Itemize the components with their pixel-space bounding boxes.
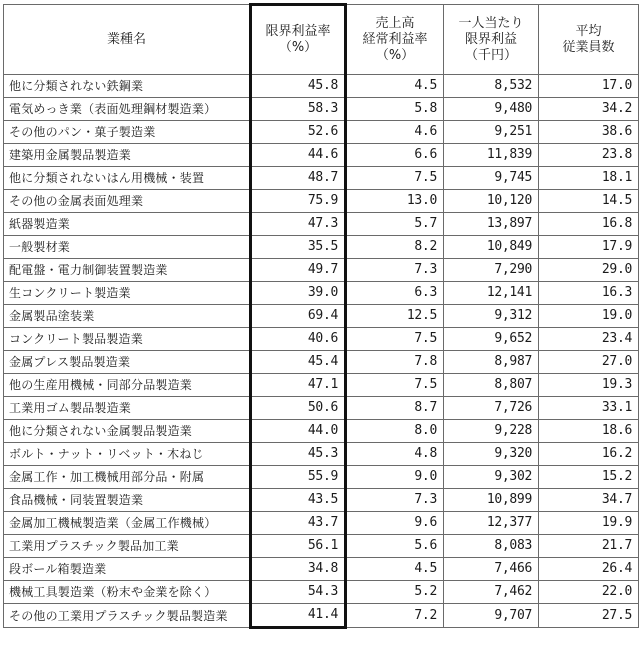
industry-name-cell: 配電盤・電力制御装置製造業 — [4, 259, 251, 282]
ordinary-profit-rate-cell: 7.2 — [346, 604, 444, 628]
ordinary-profit-rate-cell: 7.5 — [346, 374, 444, 397]
marginal-profit-per-person-cell: 7,466 — [444, 558, 539, 581]
marginal-profit-rate-cell: 54.3 — [251, 581, 346, 604]
marginal-profit-per-person-cell: 9,320 — [444, 443, 539, 466]
marginal-profit-per-person-cell: 8,987 — [444, 351, 539, 374]
marginal-profit-per-person-cell: 12,377 — [444, 512, 539, 535]
average-employees-cell: 17.0 — [539, 75, 639, 98]
marginal-profit-per-person-cell: 9,745 — [444, 167, 539, 190]
table-row — [4, 397, 639, 420]
table-row — [4, 167, 639, 190]
average-employees-cell: 34.2 — [539, 98, 639, 121]
ordinary-profit-rate-cell: 5.7 — [346, 213, 444, 236]
ordinary-profit-rate-cell: 4.5 — [346, 75, 444, 98]
average-employees-cell: 21.7 — [539, 535, 639, 558]
marginal-profit-rate-cell: 48.7 — [251, 167, 346, 190]
header-text-line: （%） — [278, 40, 318, 55]
industry-name-cell: 他に分類されない鉄鋼業 — [4, 75, 251, 98]
header-average-employees — [539, 5, 639, 75]
industry-name-cell: 一般製材業 — [4, 236, 251, 259]
industry-name-cell: 食品機械・同装置製造業 — [4, 489, 251, 512]
marginal-profit-rate-cell: 69.4 — [251, 305, 346, 328]
marginal-profit-rate-cell: 56.1 — [251, 535, 346, 558]
table-row — [4, 420, 639, 443]
table-body — [4, 75, 639, 628]
marginal-profit-per-person-cell: 7,462 — [444, 581, 539, 604]
marginal-profit-rate-cell: 49.7 — [251, 259, 346, 282]
header-ordinary-profit-rate — [346, 5, 444, 75]
table-row — [4, 489, 639, 512]
average-employees-cell: 27.0 — [539, 351, 639, 374]
header-marginal-profit-per-person — [444, 5, 539, 75]
table-row — [4, 466, 639, 489]
industry-name-cell: 機械工具製造業（粉末や金業を除く） — [4, 581, 251, 604]
table-row — [4, 190, 639, 213]
average-employees-cell: 22.0 — [539, 581, 639, 604]
average-employees-cell: 26.4 — [539, 558, 639, 581]
average-employees-cell: 18.6 — [539, 420, 639, 443]
marginal-profit-rate-cell: 35.5 — [251, 236, 346, 259]
marginal-profit-per-person-cell: 9,480 — [444, 98, 539, 121]
marginal-profit-per-person-cell: 7,726 — [444, 397, 539, 420]
table-row — [4, 351, 639, 374]
table-row — [4, 328, 639, 351]
table-row — [4, 213, 639, 236]
marginal-profit-per-person-cell: 7,290 — [444, 259, 539, 282]
header-row — [4, 5, 639, 75]
marginal-profit-rate-cell: 40.6 — [251, 328, 346, 351]
industry-name-cell: 生コンクリート製造業 — [4, 282, 251, 305]
industry-name-cell: 段ボール箱製造業 — [4, 558, 251, 581]
ordinary-profit-rate-cell: 8.2 — [346, 236, 444, 259]
table-row — [4, 558, 639, 581]
ordinary-profit-rate-cell: 6.6 — [346, 144, 444, 167]
marginal-profit-per-person-cell: 10,899 — [444, 489, 539, 512]
ordinary-profit-rate-cell: 9.0 — [346, 466, 444, 489]
average-employees-cell: 14.5 — [539, 190, 639, 213]
table-row — [4, 374, 639, 397]
ordinary-profit-rate-cell: 12.5 — [346, 305, 444, 328]
average-employees-cell: 38.6 — [539, 121, 639, 144]
industry-name-cell: その他の工業用プラスチック製品製造業 — [4, 604, 251, 628]
marginal-profit-per-person-cell: 10,849 — [444, 236, 539, 259]
header-text-line: 限界利益率 — [265, 24, 331, 39]
industry-name-cell: その他のパン・菓子製造業 — [4, 121, 251, 144]
marginal-profit-rate-cell: 41.4 — [251, 604, 346, 628]
header-text-line: 一人当たり — [458, 15, 524, 31]
marginal-profit-rate-cell: 58.3 — [251, 98, 346, 121]
industry-name-cell: その他の金属表面処理業 — [4, 190, 251, 213]
marginal-profit-per-person-cell: 13,897 — [444, 213, 539, 236]
industry-metrics-table — [3, 3, 639, 629]
table-row — [4, 121, 639, 144]
marginal-profit-rate-cell: 75.9 — [251, 190, 346, 213]
table-row — [4, 581, 639, 604]
marginal-profit-rate-cell: 47.3 — [251, 213, 346, 236]
marginal-profit-per-person-cell: 9,707 — [444, 604, 539, 628]
ordinary-profit-rate-cell: 7.5 — [346, 167, 444, 190]
average-employees-cell: 34.7 — [539, 489, 639, 512]
average-employees-cell: 17.9 — [539, 236, 639, 259]
table-row — [4, 98, 639, 121]
table-row — [4, 604, 639, 628]
industry-name-cell: 金属プレス製品製造業 — [4, 351, 251, 374]
industry-name-cell: 工業用プラスチック製品加工業 — [4, 535, 251, 558]
marginal-profit-rate-cell: 39.0 — [251, 282, 346, 305]
ordinary-profit-rate-cell: 7.3 — [346, 489, 444, 512]
marginal-profit-per-person-cell: 9,228 — [444, 420, 539, 443]
table-row — [4, 512, 639, 535]
average-employees-cell: 15.2 — [539, 466, 639, 489]
table-row — [4, 259, 639, 282]
industry-name-cell: 金属加工機械製造業（金属工作機械） — [4, 512, 251, 535]
table-row — [4, 443, 639, 466]
header-text-line: 従業員数 — [562, 39, 615, 55]
industry-name-cell: 他に分類されない金属製品製造業 — [4, 420, 251, 443]
marginal-profit-rate-cell: 43.7 — [251, 512, 346, 535]
marginal-profit-rate-cell: 44.6 — [251, 144, 346, 167]
marginal-profit-per-person-cell: 10,120 — [444, 190, 539, 213]
marginal-profit-rate-cell: 45.3 — [251, 443, 346, 466]
marginal-profit-rate-cell: 52.6 — [251, 121, 346, 144]
ordinary-profit-rate-cell: 9.6 — [346, 512, 444, 535]
header-text-line: 業種名 — [106, 31, 146, 47]
ordinary-profit-rate-cell: 4.5 — [346, 558, 444, 581]
industry-name-cell: 工業用ゴム製品製造業 — [4, 397, 251, 420]
marginal-profit-rate-cell: 45.8 — [251, 75, 346, 98]
average-employees-cell: 27.5 — [539, 604, 639, 628]
marginal-profit-per-person-cell: 9,302 — [444, 466, 539, 489]
ordinary-profit-rate-cell: 5.6 — [346, 535, 444, 558]
table-row — [4, 144, 639, 167]
marginal-profit-rate-cell: 47.1 — [251, 374, 346, 397]
industry-name-cell: 金属工作・加工機械用部分品・附属 — [4, 466, 251, 489]
ordinary-profit-rate-cell: 6.3 — [346, 282, 444, 305]
header-text-line: 限界利益 — [464, 31, 517, 47]
table-row — [4, 75, 639, 98]
ordinary-profit-rate-cell: 5.2 — [346, 581, 444, 604]
ordinary-profit-rate-cell: 13.0 — [346, 190, 444, 213]
marginal-profit-per-person-cell: 12,141 — [444, 282, 539, 305]
table-row — [4, 535, 639, 558]
industry-name-cell: ボルト・ナット・リベット・木ねじ — [4, 443, 251, 466]
average-employees-cell: 23.4 — [539, 328, 639, 351]
table-row — [4, 236, 639, 259]
average-employees-cell: 19.3 — [539, 374, 639, 397]
header-text-line: 経常利益率 — [362, 31, 428, 47]
table-row — [4, 282, 639, 305]
header-text-line: （%） — [375, 47, 415, 63]
header-text-line: （千円） — [464, 47, 517, 63]
average-employees-cell: 16.8 — [539, 213, 639, 236]
average-employees-cell: 23.8 — [539, 144, 639, 167]
header-marginal-profit-rate — [251, 5, 346, 75]
ordinary-profit-rate-cell: 8.0 — [346, 420, 444, 443]
industry-name-cell: 建築用金属製品製造業 — [4, 144, 251, 167]
average-employees-cell: 19.9 — [539, 512, 639, 535]
industry-name-cell: コンクリート製品製造業 — [4, 328, 251, 351]
industry-name-cell: 電気めっき業（表面処理鋼材製造業） — [4, 98, 251, 121]
average-employees-cell: 29.0 — [539, 259, 639, 282]
average-employees-cell: 18.1 — [539, 167, 639, 190]
marginal-profit-per-person-cell: 9,652 — [444, 328, 539, 351]
table-row — [4, 305, 639, 328]
header-industry-name — [4, 5, 251, 75]
marginal-profit-per-person-cell: 9,312 — [444, 305, 539, 328]
marginal-profit-rate-cell: 44.0 — [251, 420, 346, 443]
ordinary-profit-rate-cell: 4.8 — [346, 443, 444, 466]
marginal-profit-rate-cell: 45.4 — [251, 351, 346, 374]
marginal-profit-per-person-cell: 9,251 — [444, 121, 539, 144]
ordinary-profit-rate-cell: 7.3 — [346, 259, 444, 282]
industry-name-cell: 他の生産用機械・同部分品製造業 — [4, 374, 251, 397]
average-employees-cell: 19.0 — [539, 305, 639, 328]
ordinary-profit-rate-cell: 8.7 — [346, 397, 444, 420]
marginal-profit-rate-cell: 43.5 — [251, 489, 346, 512]
industry-name-cell: 他に分類されないはん用機械・装置 — [4, 167, 251, 190]
marginal-profit-rate-cell: 50.6 — [251, 397, 346, 420]
marginal-profit-per-person-cell: 8,532 — [444, 75, 539, 98]
ordinary-profit-rate-cell: 5.8 — [346, 98, 444, 121]
marginal-profit-per-person-cell: 8,083 — [444, 535, 539, 558]
average-employees-cell: 33.1 — [539, 397, 639, 420]
marginal-profit-rate-cell: 55.9 — [251, 466, 346, 489]
ordinary-profit-rate-cell: 4.6 — [346, 121, 444, 144]
average-employees-cell: 16.2 — [539, 443, 639, 466]
header-text-line: 売上高 — [375, 15, 415, 31]
marginal-profit-per-person-cell: 11,839 — [444, 144, 539, 167]
ordinary-profit-rate-cell: 7.5 — [346, 328, 444, 351]
marginal-profit-per-person-cell: 8,807 — [444, 374, 539, 397]
marginal-profit-rate-cell: 34.8 — [251, 558, 346, 581]
industry-name-cell: 紙器製造業 — [4, 213, 251, 236]
header-text-line: 平均 — [575, 23, 602, 39]
ordinary-profit-rate-cell: 7.8 — [346, 351, 444, 374]
average-employees-cell: 16.3 — [539, 282, 639, 305]
industry-name-cell: 金属製品塗装業 — [4, 305, 251, 328]
